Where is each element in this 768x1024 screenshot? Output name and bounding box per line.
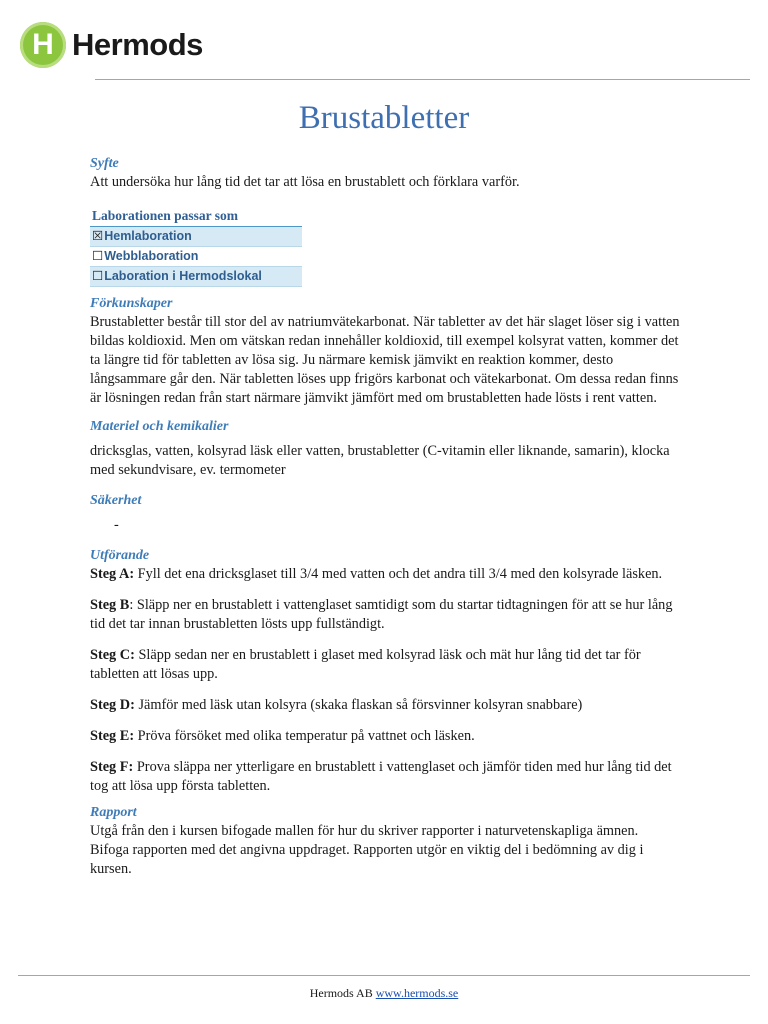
section-materiel xyxy=(90,418,680,480)
forkunskaper-text: Brustabletter består till stor del av natriumvätekarbonat. När tabletter av det här slaget löser sig i vatten bildas koldioxid. Men om vätskan redan innehåller koldioxid, till exempel kolsyrat vatten, kommer det ta längre tid för tabletten av lösa sig. Ju närmare kemisk jämvikt en reaktion kommer, desto långsammare går den. När tabletten löses upp frigörs karbonat och vätekarbonat. Om dessa redan finns är lösningen redan från start närmare jämvikt jämfört med om brustabletten hade lösts i rent vatten. xyxy=(90,314,680,406)
section-heading-sakerhet: Säkerhet xyxy=(90,493,142,508)
section-forkunskaper xyxy=(90,295,680,408)
footer-website-link[interactable]: www.hermods.se xyxy=(375,986,459,1000)
logo-wordmark: Hermods xyxy=(72,27,203,62)
sakerhet-text: - xyxy=(114,517,119,533)
section-heading-forkunskaper: Förkunskaper xyxy=(90,296,173,311)
lab-type-heading: Laborationen passar som xyxy=(90,206,302,227)
footer-company: Hermods AB xyxy=(309,986,376,1000)
step-a: Steg A: Fyll det ena dricksglaset till 3/4 med vatten och det andra till 3/4 med den kolsyrade läsken. xyxy=(90,566,663,582)
page-footer xyxy=(0,986,768,1001)
step-e: Steg E: Pröva försöket med olika temperatur på vattnet och läsken. xyxy=(90,728,475,744)
document-body xyxy=(90,155,680,879)
step-c: Steg C: Släpp sedan ner en brustablett i glaset med kolsyrad läsk och mät hur lång tid det tar för tabletten att lösas upp. xyxy=(90,647,641,682)
rapport-text: Utgå från den i kursen bifogade mallen för hur du skriver rapporter i naturvetenskapliga ämnen. Bifoga rapporten med det angivna uppdraget. Rapporten utgör en viktig del i bedömning av dig i kursen. xyxy=(90,823,644,877)
step-b: Steg B: Släpp ner en brustablett i vattenglaset samtidigt som du startar tidtagningen för att se hur lång tid det tar innan brustabletten lösts upp fullständigt. xyxy=(90,597,673,632)
hermods-logo-icon: H xyxy=(20,22,66,68)
lab-type-box xyxy=(90,206,302,287)
checkbox-unchecked-icon[interactable]: ☐ xyxy=(92,249,104,263)
checkbox-checked-icon[interactable]: ☒ xyxy=(92,229,104,243)
hermods-logo[interactable] xyxy=(20,22,203,68)
checkbox-unchecked-icon[interactable]: ☐ xyxy=(92,269,104,283)
header-divider xyxy=(95,79,750,80)
section-heading-rapport: Rapport xyxy=(90,805,137,820)
materiel-text: dricksglas, vatten, kolsyrad läsk eller vatten, brustabletter (C-vitamin eller liknande, samarin), klocka med sekundvisare, ev. termometer xyxy=(90,443,670,478)
syfte-text: Att undersöka hur lång tid det tar att lösa en brustablett och förklara varför. xyxy=(90,174,520,190)
lab-option-label: Webblaboration xyxy=(104,249,199,263)
lab-option-webblaboration[interactable] xyxy=(90,247,302,267)
lab-option-label: Hemlaboration xyxy=(104,229,192,243)
section-syfte xyxy=(90,155,680,192)
section-rapport xyxy=(90,804,680,879)
page-title: Brustabletter xyxy=(298,100,470,136)
section-heading-syfte: Syfte xyxy=(90,156,119,171)
step-f: Steg F: Prova släppa ner ytterligare en brustablett i vattenglaset och jämför tiden med hur lång tid det tog att lösa upp första tabletten. xyxy=(90,759,672,794)
section-heading-utforande: Utförande xyxy=(90,548,150,563)
step-d: Steg D: Jämför med läsk utan kolsyra (skaka flaskan så försvinner kolsyran snabbare) xyxy=(90,697,583,713)
footer-divider xyxy=(18,975,750,976)
page-header xyxy=(0,0,768,82)
section-sakerhet xyxy=(90,492,680,535)
section-heading-materiel: Materiel och kemikalier xyxy=(90,419,229,434)
lab-option-hemlaboration[interactable] xyxy=(90,227,302,247)
lab-option-hermodslokal[interactable] xyxy=(90,267,302,287)
section-utforande xyxy=(90,547,680,796)
lab-option-label: Laboration i Hermodslokal xyxy=(104,269,262,283)
